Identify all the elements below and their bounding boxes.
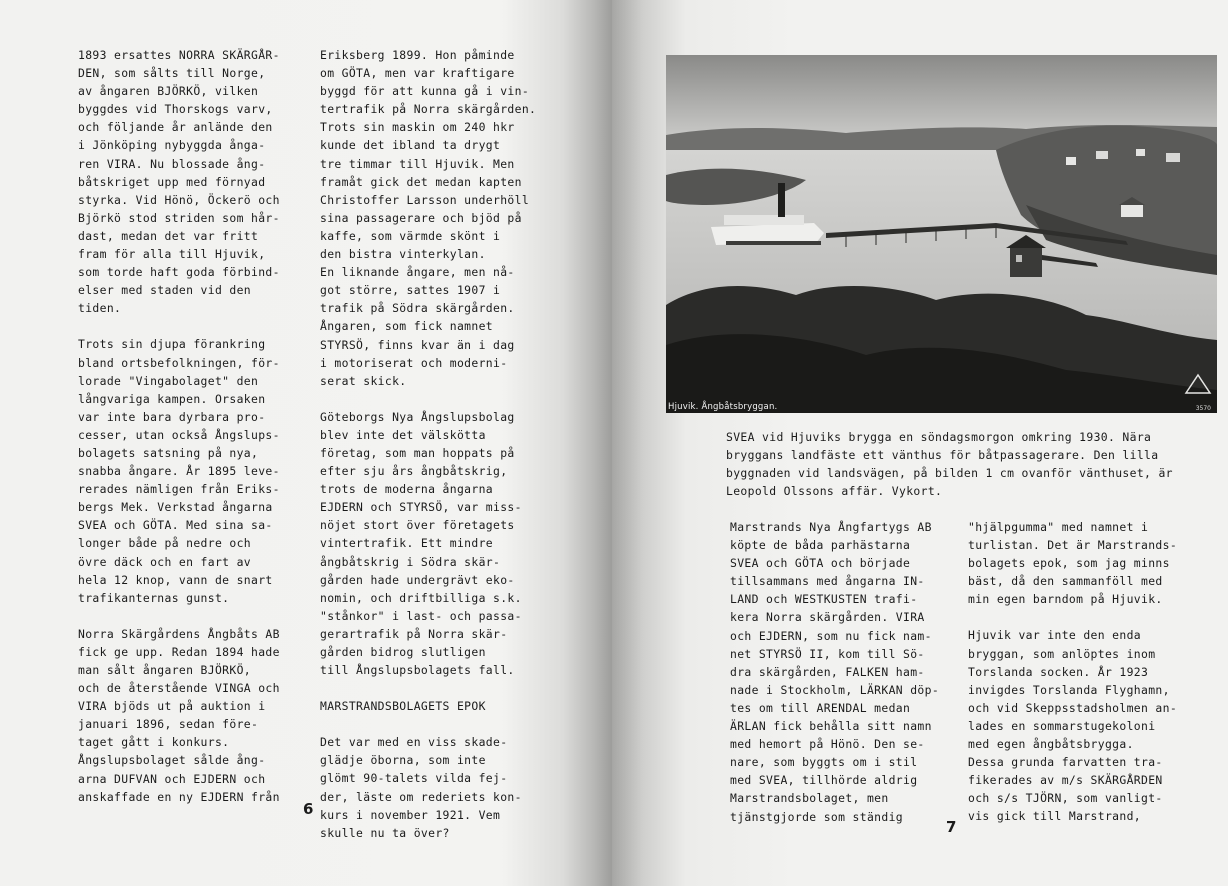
left-column-1 [78, 46, 280, 806]
paragraph-gap [320, 390, 536, 408]
text-line: tiden. [78, 301, 122, 316]
text-line: Marstrands Nya Ångfartygs AB [730, 520, 932, 534]
text-line: gården hade undergrävt eko- [320, 572, 515, 587]
text-line: och följande år anlände den [78, 120, 273, 135]
text-line: hela 12 knop, vann de snart [78, 572, 273, 587]
text-line: STYRSÖ, finns kvar än i dag [320, 337, 515, 352]
text-line: den bistra vinterkylan. [320, 247, 486, 262]
text-line: glädje öborna, som inte [320, 753, 486, 768]
paragraph [320, 408, 536, 679]
text-line: bolagets epok, som jag minns [968, 556, 1170, 571]
text-line: Dessa grunda farvatten tra- [968, 755, 1163, 770]
paragraph [78, 46, 280, 317]
paragraph [730, 518, 939, 826]
text-line: köpte de båda parhästarna [730, 538, 911, 553]
paragraph-gap [968, 608, 1177, 626]
text-line: arna DUFVAN och EJDERN och [78, 771, 266, 786]
text-line: och vid Skeppsstadsholmen an- [968, 700, 1178, 715]
text-line: sina passagerare och bjöd på [320, 210, 522, 225]
text-line: MARSTRANDSBOLAGETS EPOK [320, 699, 486, 714]
paragraph-gap [78, 317, 280, 335]
text-line: fikerades av m/s SKÄRGÅRDEN [968, 773, 1163, 788]
text-line: och EJDERN, som nu fick nam- [730, 628, 932, 643]
paragraph-gap [320, 715, 536, 733]
text-line: dra skärgården, FALKEN ham- [730, 664, 925, 679]
text-line: efter sju års ångbåtskrig, [320, 464, 508, 479]
text-line: bolagets satsning på nya, [78, 445, 259, 460]
text-line: kunde det ibland ta drygt [320, 138, 501, 153]
text-line: byggd för att kunna gå i vin- [320, 84, 530, 99]
page-number-right: 7 [946, 818, 957, 836]
text-line: fick ge upp. Redan 1894 hade [78, 644, 280, 659]
steamboat-pier-image [666, 55, 1217, 413]
text-line: Christoffer Larsson underhöll [320, 192, 530, 207]
text-line: glömt 90-talets vilda fej- [320, 771, 508, 786]
paragraph-gap [78, 607, 280, 625]
caption-line: bryggans landfäste ett vänthus för båtpassagerare. Den lilla [726, 448, 1159, 463]
page-number-left: 6 [303, 800, 314, 818]
text-line: kaffe, som värmde skönt i [320, 228, 501, 243]
text-line: bergs Mek. Verkstad ångarna [78, 500, 273, 515]
text-line: "hjälpgumma" med namnet i [968, 520, 1149, 534]
text-line: byggdes vid Thorskogs varv, [78, 102, 273, 117]
text-line: snabba ångare. År 1895 leve- [78, 464, 280, 479]
text-line: net STYRSÖ II, kom till Sö- [730, 646, 925, 661]
text-line: SVEA och GÖTA och började [730, 556, 911, 571]
text-line: EJDERN och STYRSÖ, var miss- [320, 500, 522, 515]
text-line: der, läste om rederiets kon- [320, 789, 522, 804]
text-line: longer både på nedre och [78, 536, 251, 551]
text-line: vis gick till Marstrand, [968, 809, 1141, 824]
text-line: dast, medan det var fritt [78, 228, 259, 243]
text-line: got större, sattes 1907 i [320, 283, 501, 298]
text-line: och de återstående VINGA och [78, 681, 280, 696]
text-line: blev inte det välskötta [320, 427, 486, 442]
text-line: min egen barndom på Hjuvik. [968, 592, 1163, 607]
text-line: trafik på Södra skärgården. [320, 301, 515, 316]
paragraph [968, 518, 1177, 608]
text-line: nomin, och driftbilliga s.k. [320, 590, 522, 605]
text-line: till Ångslupsbolagets fall. [320, 663, 515, 678]
text-line: anskaffade en ny EJDERN från [78, 789, 280, 804]
text-line: "stånkor" i last- och passa- [320, 608, 522, 623]
text-line: tre timmar till Hjuvik. Men [320, 156, 515, 171]
text-line: ångbåtskrig i Södra skär- [320, 554, 501, 569]
text-line: Marstrandsbolaget, men [730, 791, 889, 806]
text-line: LAND och WESTKUSTEN trafi- [730, 592, 918, 607]
paragraph [78, 625, 280, 806]
text-line: tertrafik på Norra skärgården. [320, 102, 537, 117]
paragraph [78, 335, 280, 606]
left-column-2 [320, 46, 536, 842]
text-line: kera Norra skärgården. VIRA [730, 610, 925, 625]
text-line: VIRA bjöds ut på auktion i [78, 699, 266, 714]
text-line: Trots sin djupa förankring [78, 337, 266, 352]
text-line: ren VIRA. Nu blossade ång- [78, 156, 266, 171]
text-line: cesser, utan också Ångslups- [78, 427, 280, 442]
text-line: företag, som man hoppats på [320, 445, 515, 460]
caption-line: SVEA vid Hjuviks brygga en söndagsmorgon omkring 1930. Nära [726, 430, 1152, 444]
text-line: nare, som byggts om i stil [730, 755, 918, 770]
text-line: serat skick. [320, 373, 407, 388]
text-line: januari 1896, sedan före- [78, 717, 259, 732]
text-line: Torslanda socken. År 1923 [968, 664, 1149, 679]
text-line: skulle nu ta över? [320, 825, 450, 840]
text-line: Hjuvik var inte den enda [968, 628, 1141, 643]
text-line: lades en sommarstugekoloni [968, 718, 1156, 733]
paragraph [320, 46, 536, 390]
text-line: båtskriget upp med förnyad [78, 174, 266, 189]
text-line: invigdes Torslanda Flyghamn, [968, 682, 1170, 697]
text-line: vintertrafik. Ett mindre [320, 536, 493, 551]
paragraph [320, 733, 536, 842]
text-line: SVEA och GÖTA. Med sina sa- [78, 518, 273, 533]
text-line: Björkö stod striden som hår- [78, 210, 280, 225]
text-line: i motoriserat och moderni- [320, 355, 508, 370]
text-line: tillsammans med ångarna IN- [730, 574, 925, 589]
text-line: Ångaren, som fick namnet [320, 319, 493, 334]
harbor-photo [666, 55, 1217, 413]
paragraph [968, 626, 1177, 825]
text-line: bäst, då den sammanföll med [968, 574, 1163, 589]
text-line: med egen ångbåtsbrygga. [968, 737, 1134, 752]
text-line: bryggan, som anlöptes inom [968, 646, 1156, 661]
text-line: man sålt ångaren BJÖRKÖ, [78, 663, 251, 677]
text-line: taget gått i konkurs. [78, 735, 230, 750]
text-line: som torde haft goda förbind- [78, 265, 280, 280]
photo-number: 3570 [1195, 405, 1211, 412]
text-line: gården bidrog slutligen [320, 645, 486, 659]
text-line: tes om till ARENDAL medan [730, 700, 911, 715]
text-line: i Jönköping nybyggda ånga- [78, 138, 266, 153]
paragraph-gap [320, 679, 536, 697]
text-line: bland ortsbefolkningen, för- [78, 355, 280, 370]
text-line: och s/s TJÖRN, som vanligt- [968, 791, 1163, 806]
text-line: nade i Stockholm, LÄRKAN döp- [730, 682, 940, 697]
right-column-2 [968, 518, 1177, 826]
text-line: DEN, som sålts till Norge, [78, 66, 266, 81]
text-line: nöjet stort över företagets [320, 518, 515, 533]
text-line: rerades nämligen från Eriks- [78, 482, 280, 497]
photo-label: Hjuvik. Ångbåtsbryggan. [668, 402, 778, 412]
text-line: Eriksberg 1899. Hon påminde [320, 48, 515, 62]
text-line: framåt gick det medan kapten [320, 174, 522, 189]
text-line: med SVEA, tillhörde aldrig [730, 773, 918, 788]
text-line: kurs i november 1921. Vem [320, 807, 501, 822]
text-line: 1893 ersattes NORRA SKÄRGÅR- [78, 48, 280, 62]
text-line: Ångslupsbolaget sålde ång- [78, 753, 266, 768]
right-column-1 [730, 518, 939, 826]
text-line: trafikanternas gunst. [78, 590, 230, 605]
text-line: styrka. Vid Hönö, Öckerö och [78, 192, 280, 207]
caption-line: byggnaden vid landsvägen, på bilden 1 cm ovanför vänthuset, är [726, 466, 1173, 481]
text-line: ÄRLAN fick behålla sitt namn [730, 719, 932, 734]
text-line: En liknande ångare, men nå- [320, 265, 515, 280]
text-line: trots de moderna ångarna [320, 482, 493, 497]
section-heading [320, 697, 536, 715]
text-line: Göteborgs Nya Ångslupsbolag [320, 409, 515, 424]
photo-caption [726, 428, 1173, 500]
text-line: långvariga kampen. Orsaken [78, 391, 266, 406]
text-line: med hemort på Hönö. Den se- [730, 737, 925, 752]
text-line: tjänstgjorde som ständig [730, 809, 903, 824]
text-line: lorade "Vingabolaget" den [78, 373, 259, 388]
text-line: var inte bara dyrbara pro- [78, 409, 266, 424]
text-line: Trots sin maskin om 240 hkr [320, 120, 515, 135]
text-line: övre däck och en fart av [78, 554, 251, 569]
text-line: Norra Skärgårdens Ångbåts AB [78, 626, 280, 641]
text-line: elser med staden vid den [78, 283, 251, 298]
text-line: Det var med en viss skade- [320, 735, 508, 750]
text-line: om GÖTA, men var kraftigare [320, 66, 515, 81]
text-line: gerartrafik på Norra skär- [320, 626, 508, 641]
caption-line: Leopold Olssons affär. Vykort. [726, 484, 943, 499]
text-line: av ångaren BJÖRKÖ, vilken [78, 84, 259, 99]
text-line: fram för alla till Hjuvik, [78, 247, 266, 262]
text-line: turlistan. Det är Marstrands- [968, 538, 1178, 553]
